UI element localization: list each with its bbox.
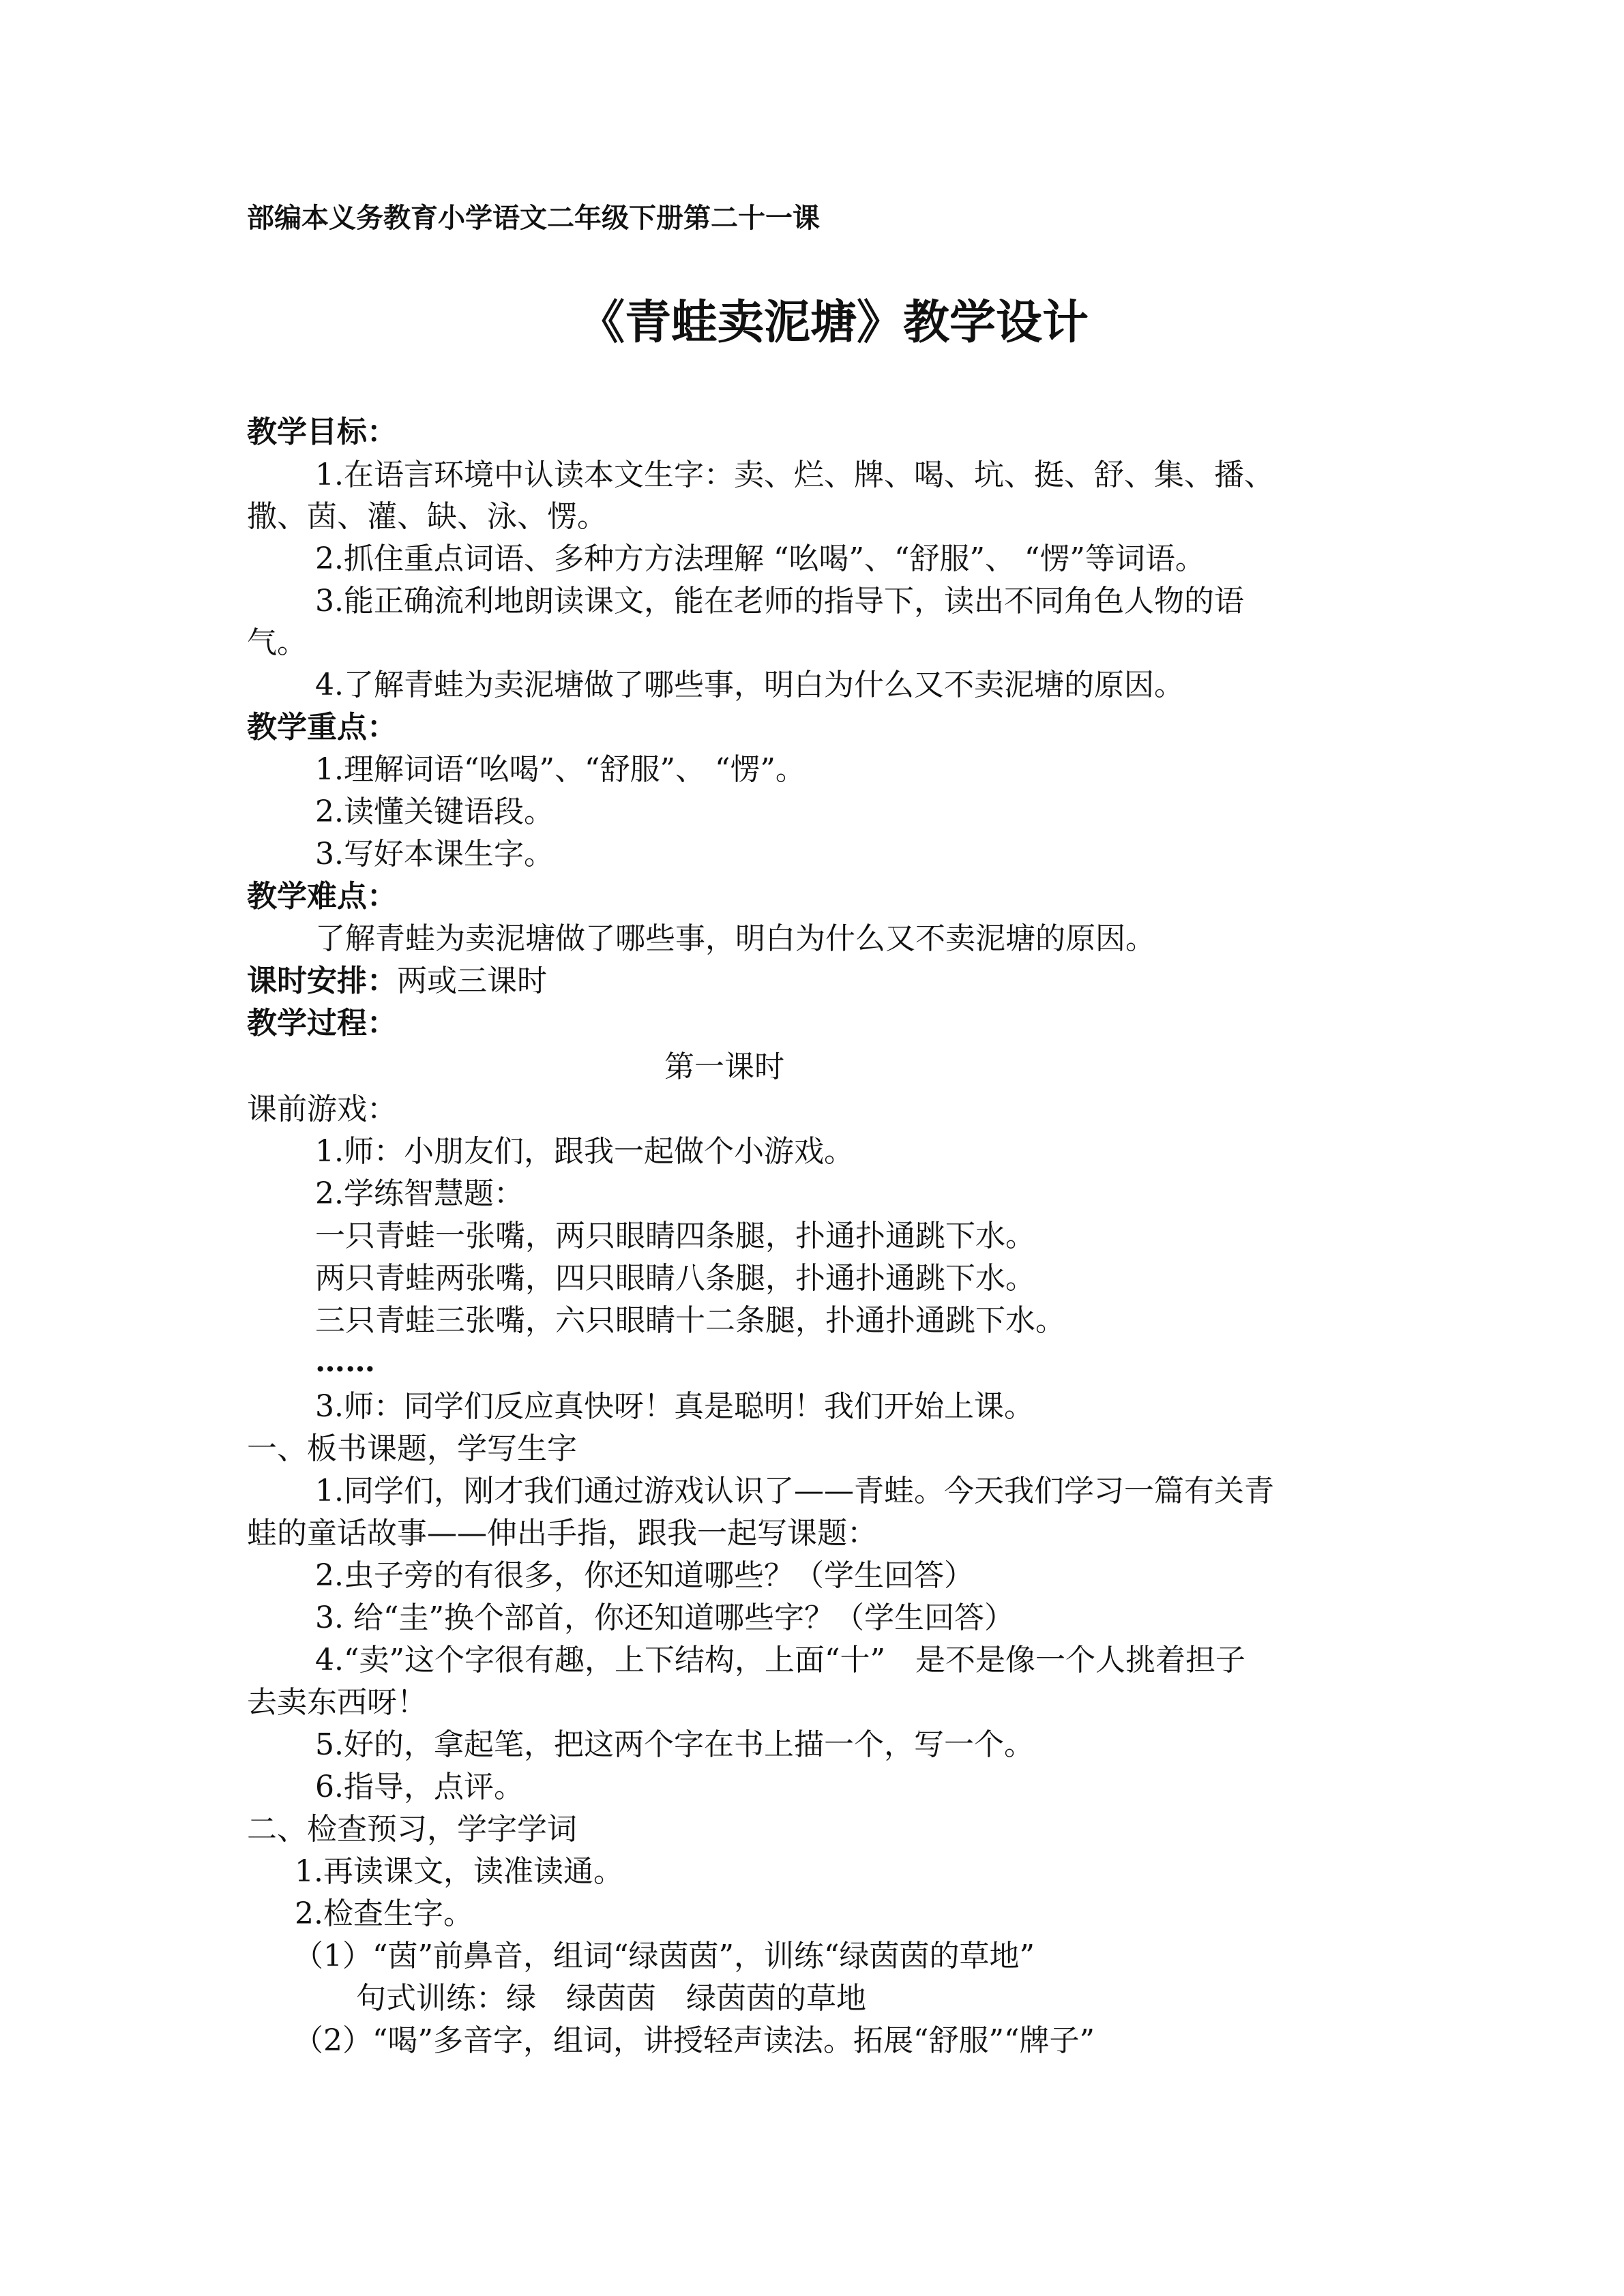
schedule-row — [247, 961, 547, 1002]
part1-item-cont: 蛙的童话故事——伸出手指，跟我一起写课题： — [247, 1516, 877, 1551]
goal-item-cont: 气。 — [247, 625, 307, 660]
schedule-value: 两或三课时 — [397, 964, 547, 998]
part1-heading: 一、板书课题，学写生字 — [247, 1431, 577, 1466]
schedule-label: 课时安排： — [247, 964, 397, 998]
ellipsis: …… — [315, 1344, 375, 1379]
lesson-title: 第一课时 — [664, 1049, 784, 1084]
sentence-drill: 句式训练：绿 绿茵茵 绿茵茵的草地 — [356, 1981, 866, 2016]
difficulty-heading: 教学难点： — [247, 879, 397, 914]
pregame-heading: 课前游戏： — [247, 1092, 397, 1127]
goal-item: 3.能正确流利地朗读课文，能在老师的指导下，读出不同角色人物的语 — [315, 584, 1244, 618]
part2-subitem: （1）“茵”前鼻音，组词“绿茵茵”，训练“绿茵茵的草地” — [293, 1939, 1035, 1973]
goals-heading: 教学目标： — [247, 415, 397, 449]
part1-item: 4.“卖”这个字很有趣，上下结构，上面“十” 是不是像一个人挑着担子 — [315, 1643, 1245, 1678]
focus-item: 2.读懂关键语段。 — [315, 794, 554, 829]
focus-heading: 教学重点： — [247, 710, 397, 745]
pregame-item: 1.师：小朋友们，跟我一起做个小游戏。 — [315, 1134, 854, 1169]
process-heading: 教学过程： — [247, 1006, 397, 1041]
part2-heading: 二、检查预习，学字学词 — [247, 1812, 577, 1847]
goal-item-cont: 撒、茵、灌、缺、泳、愣。 — [247, 499, 607, 534]
focus-item: 1.理解词语“吆喝”、“舒服”、 “愣”。 — [315, 752, 806, 787]
goal-item: 2.抓住重点词语、多种方方法理解 “吆喝”、“舒服”、 “愣”等词语。 — [315, 541, 1205, 576]
goal-item: 4.了解青蛙为卖泥塘做了哪些事，明白为什么又不卖泥塘的原因。 — [315, 668, 1184, 702]
rhyme-line: 两只青蛙两张嘴，四只眼睛八条腿，扑通扑通跳下水。 — [315, 1261, 1035, 1296]
part1-item-cont: 去卖东西呀！ — [247, 1685, 427, 1720]
part1-item: 5.好的，拿起笔，把这两个字在书上描一个，写一个。 — [315, 1727, 1034, 1762]
part2-subitem: （2）“喝”多音字，组词，讲授轻声读法。拓展“舒服”“牌子” — [293, 2023, 1095, 2058]
focus-item: 3.写好本课生字。 — [315, 837, 554, 871]
part1-item: 6.指导，点评。 — [315, 1770, 524, 1804]
part1-item: 2.虫子旁的有很多，你还知道哪些？（学生回答） — [315, 1558, 974, 1593]
difficulty-text: 了解青蛙为卖泥塘做了哪些事，明白为什么又不卖泥塘的原因。 — [315, 921, 1155, 956]
goal-item: 1.在语言环境中认读本文生字：卖、烂、牌、喝、坑、挺、舒、集、播、 — [315, 458, 1274, 492]
pregame-item: 3.师：同学们反应真快呀！真是聪明！我们开始上课。 — [315, 1389, 1034, 1424]
part1-item: 3. 给“圭”换个部首，你还知道哪些字？（学生回答） — [315, 1600, 1014, 1635]
page-title: 《青蛙卖泥塘》教学设计 — [578, 295, 1089, 350]
part2-item: 2.检查生字。 — [295, 1896, 473, 1931]
rhyme-line: 三只青蛙三张嘴，六只眼睛十二条腿，扑通扑通跳下水。 — [315, 1303, 1065, 1338]
part2-item: 1.再读课文，读准读通。 — [295, 1854, 623, 1889]
pregame-item: 2.学练智慧题： — [315, 1176, 524, 1211]
rhyme-line: 一只青蛙一张嘴，两只眼睛四条腿，扑通扑通跳下水。 — [315, 1219, 1035, 1253]
course-header: 部编本义务教育小学语文二年级下册第二十一课 — [247, 202, 820, 234]
part1-item: 1.同学们，刚才我们通过游戏认识了——青蛙。今天我们学习一篇有关青 — [315, 1474, 1274, 1508]
